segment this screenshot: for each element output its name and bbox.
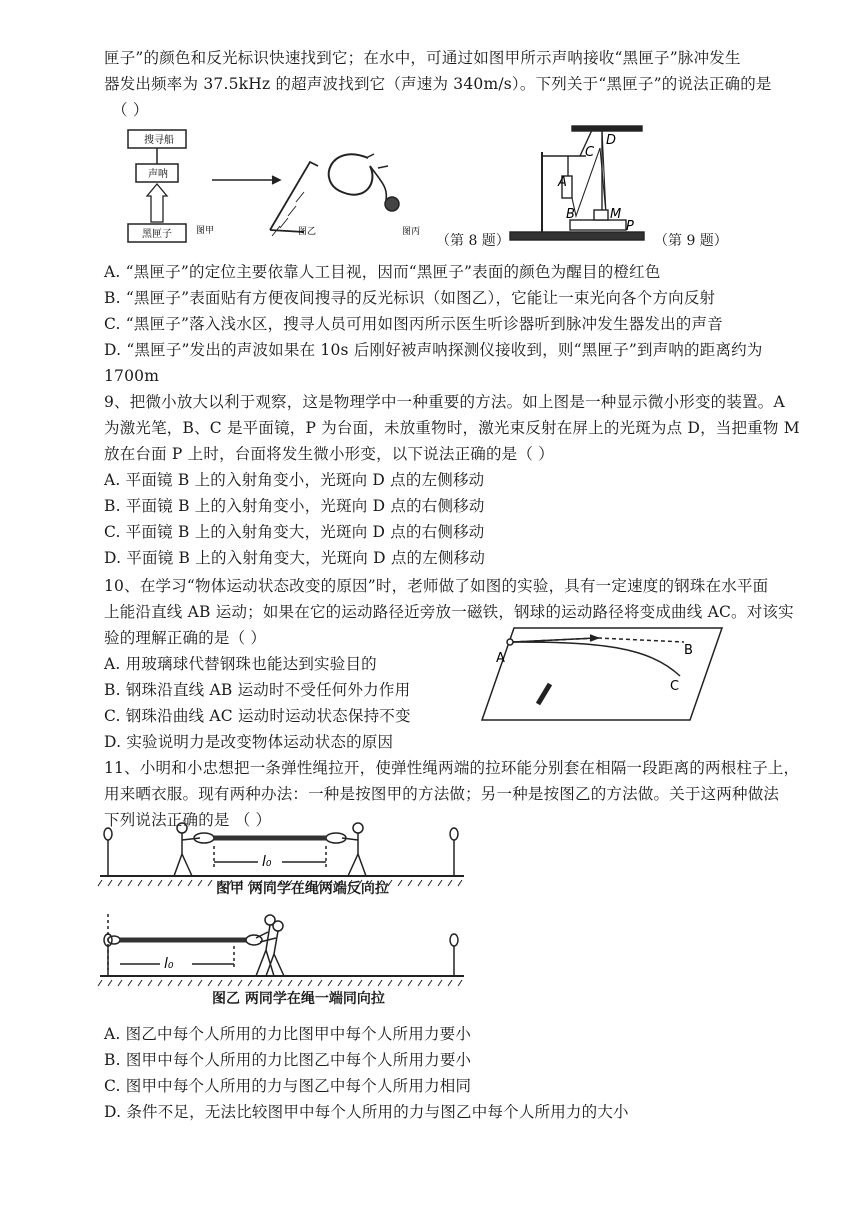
- q9-figure: [506, 120, 654, 248]
- fig-yi-label: 图乙: [298, 227, 317, 237]
- q11-option-a: A. 图乙中每个人所用的力比图甲中每个人所用力要小: [104, 1025, 472, 1043]
- q8-intro-line1: 匣子”的颜色和反光标识快速找到它；在水中，可通过如图甲所示声呐接收“黑匣子”脉冲发生: [104, 49, 741, 67]
- q9-option-c: C. 平面镜 B 上的入射角变大，光斑向 D 点的右侧移动: [104, 523, 485, 541]
- fig11-yi-l0: l₀: [164, 956, 174, 972]
- fig-jia-label: 图甲: [196, 226, 215, 236]
- fig-bing-label: 图丙: [402, 227, 421, 237]
- q10-line3: 验的理解正确的是（ ）: [104, 629, 267, 647]
- fig9-label-p: P: [626, 219, 634, 234]
- q11-option-b: B. 图甲中每个人所用的力比图乙中每个人所用力要小: [104, 1051, 472, 1069]
- sonar-label: 声呐: [148, 169, 168, 180]
- q8-option-a: A. “黑匣子”的定位主要依靠人工目视，因而“黑匣子”表面的颜色为醒目的橙红色: [104, 263, 661, 281]
- q8-option-d-cont: 1700m: [104, 367, 160, 385]
- q9-option-a: A. 平面镜 B 上的入射角变小，光斑向 D 点的左侧移动: [104, 471, 485, 489]
- q11-figure-yi: [96, 910, 468, 990]
- q11-line1: 11、小明和小忠想把一条弹性绳拉开，使弹性绳两端的拉环能分别套在相隔一段距离的两根柱子上，: [104, 759, 800, 777]
- q11-line2: 用来晒衣服。现有两种办法：一种是按图甲的方法做；另一种是按图乙的方法做。关于这两种做法: [104, 785, 780, 803]
- q11-option-c: C. 图甲中每个人所用的力与图乙中每个人所用力相同: [104, 1077, 472, 1095]
- fig9-label-d: D: [606, 133, 617, 148]
- q9-line1: 9、把微小放大以利于观察，这是物理学中一种重要的方法。如上图是一种显示微小形变的装置。A: [104, 393, 785, 411]
- q9-option-d: D. 平面镜 B 上的入射角变大，光斑向 D 点的左侧移动: [104, 549, 486, 567]
- q11-fig-yi-caption: 图乙 两同学在绳一端同向拉: [212, 991, 385, 1007]
- fig10-label-c: C: [670, 679, 680, 694]
- q8-intro-line2: 器发出频率为 37.5kHz 的超声波找到它（声速为 340m/s）。下列关于“黑匣子”的说法正确的是: [104, 75, 772, 93]
- fig9-label-a: A: [558, 175, 567, 190]
- blackbox-label: 黑匣子: [142, 229, 172, 240]
- q11-line3: 下列说法正确的是 （ ）: [104, 811, 272, 829]
- q10-option-c: C. 钢珠沿曲线 AC 运动时运动状态保持不变: [104, 707, 411, 725]
- fig9-label-c: C: [585, 145, 595, 160]
- q8-option-b: B. “黑匣子”表面贴有方便夜间搜寻的反光标识（如图乙），它能让一束光向各个方向反射: [104, 289, 716, 307]
- q9-figure-caption: （第 9 题）: [654, 233, 728, 249]
- q9-option-b: B. 平面镜 B 上的入射角变小，光斑向 D 点的右侧移动: [104, 497, 485, 515]
- q11-option-d: D. 条件不足，无法比较图甲中每个人所用的力与图乙中每个人所用力的大小: [104, 1103, 629, 1121]
- q8-figure: [120, 122, 430, 248]
- fig10-label-a: A: [496, 651, 505, 666]
- fig10-label-b: B: [684, 643, 693, 658]
- q8-answer-paren: （ ）: [112, 101, 149, 119]
- q8-option-d: D. “黑匣子”发出的声波如果在 10s 后刚好被声呐探测仪接收到，则“黑匣子”到声呐的距离约为: [104, 341, 763, 359]
- fig11-jia-l0: l₀: [262, 854, 272, 870]
- q9-line2: 为激光笔，B、C 是平面镜，P 为台面，未放重物时，激光束反射在屏上的光斑为点 D，当把重物 M: [104, 419, 800, 437]
- search-ship-label: 搜寻船: [144, 135, 174, 146]
- q10-line1: 10、在学习“物体运动状态改变的原因”时，老师做了如图的实验，具有一定速度的钢珠在水平面: [104, 577, 769, 595]
- q10-option-d: D. 实验说明力是改变物体运动状态的原因: [104, 733, 394, 751]
- q11-fig-jia-caption: 图甲 两同学在绳两端反向拉: [216, 881, 389, 897]
- fig9-label-b: B: [566, 207, 575, 222]
- fig9-label-m: M: [610, 207, 622, 222]
- q9-line3: 放在台面 P 上时，台面将发生微小形变，以下说法正确的是（ ）: [104, 445, 554, 463]
- q10-option-a: A. 用玻璃球代替钢珠也能达到实验目的: [104, 655, 377, 673]
- q8-figure-caption: （第 8 题）: [436, 233, 510, 249]
- q10-line2: 上能沿直线 AB 运动；如果在它的运动路径近旁放一磁铁，钢球的运动路径将变成曲线 AC。对该实: [104, 603, 794, 621]
- q10-figure: [478, 618, 728, 724]
- q10-option-b: B. 钢珠沿直线 AB 运动时不受任何外力作用: [104, 681, 411, 699]
- q8-option-c: C. “黑匣子”落入浅水区，搜寻人员可用如图丙所示医生听诊器听到脉冲发生器发出的声音: [104, 315, 723, 333]
